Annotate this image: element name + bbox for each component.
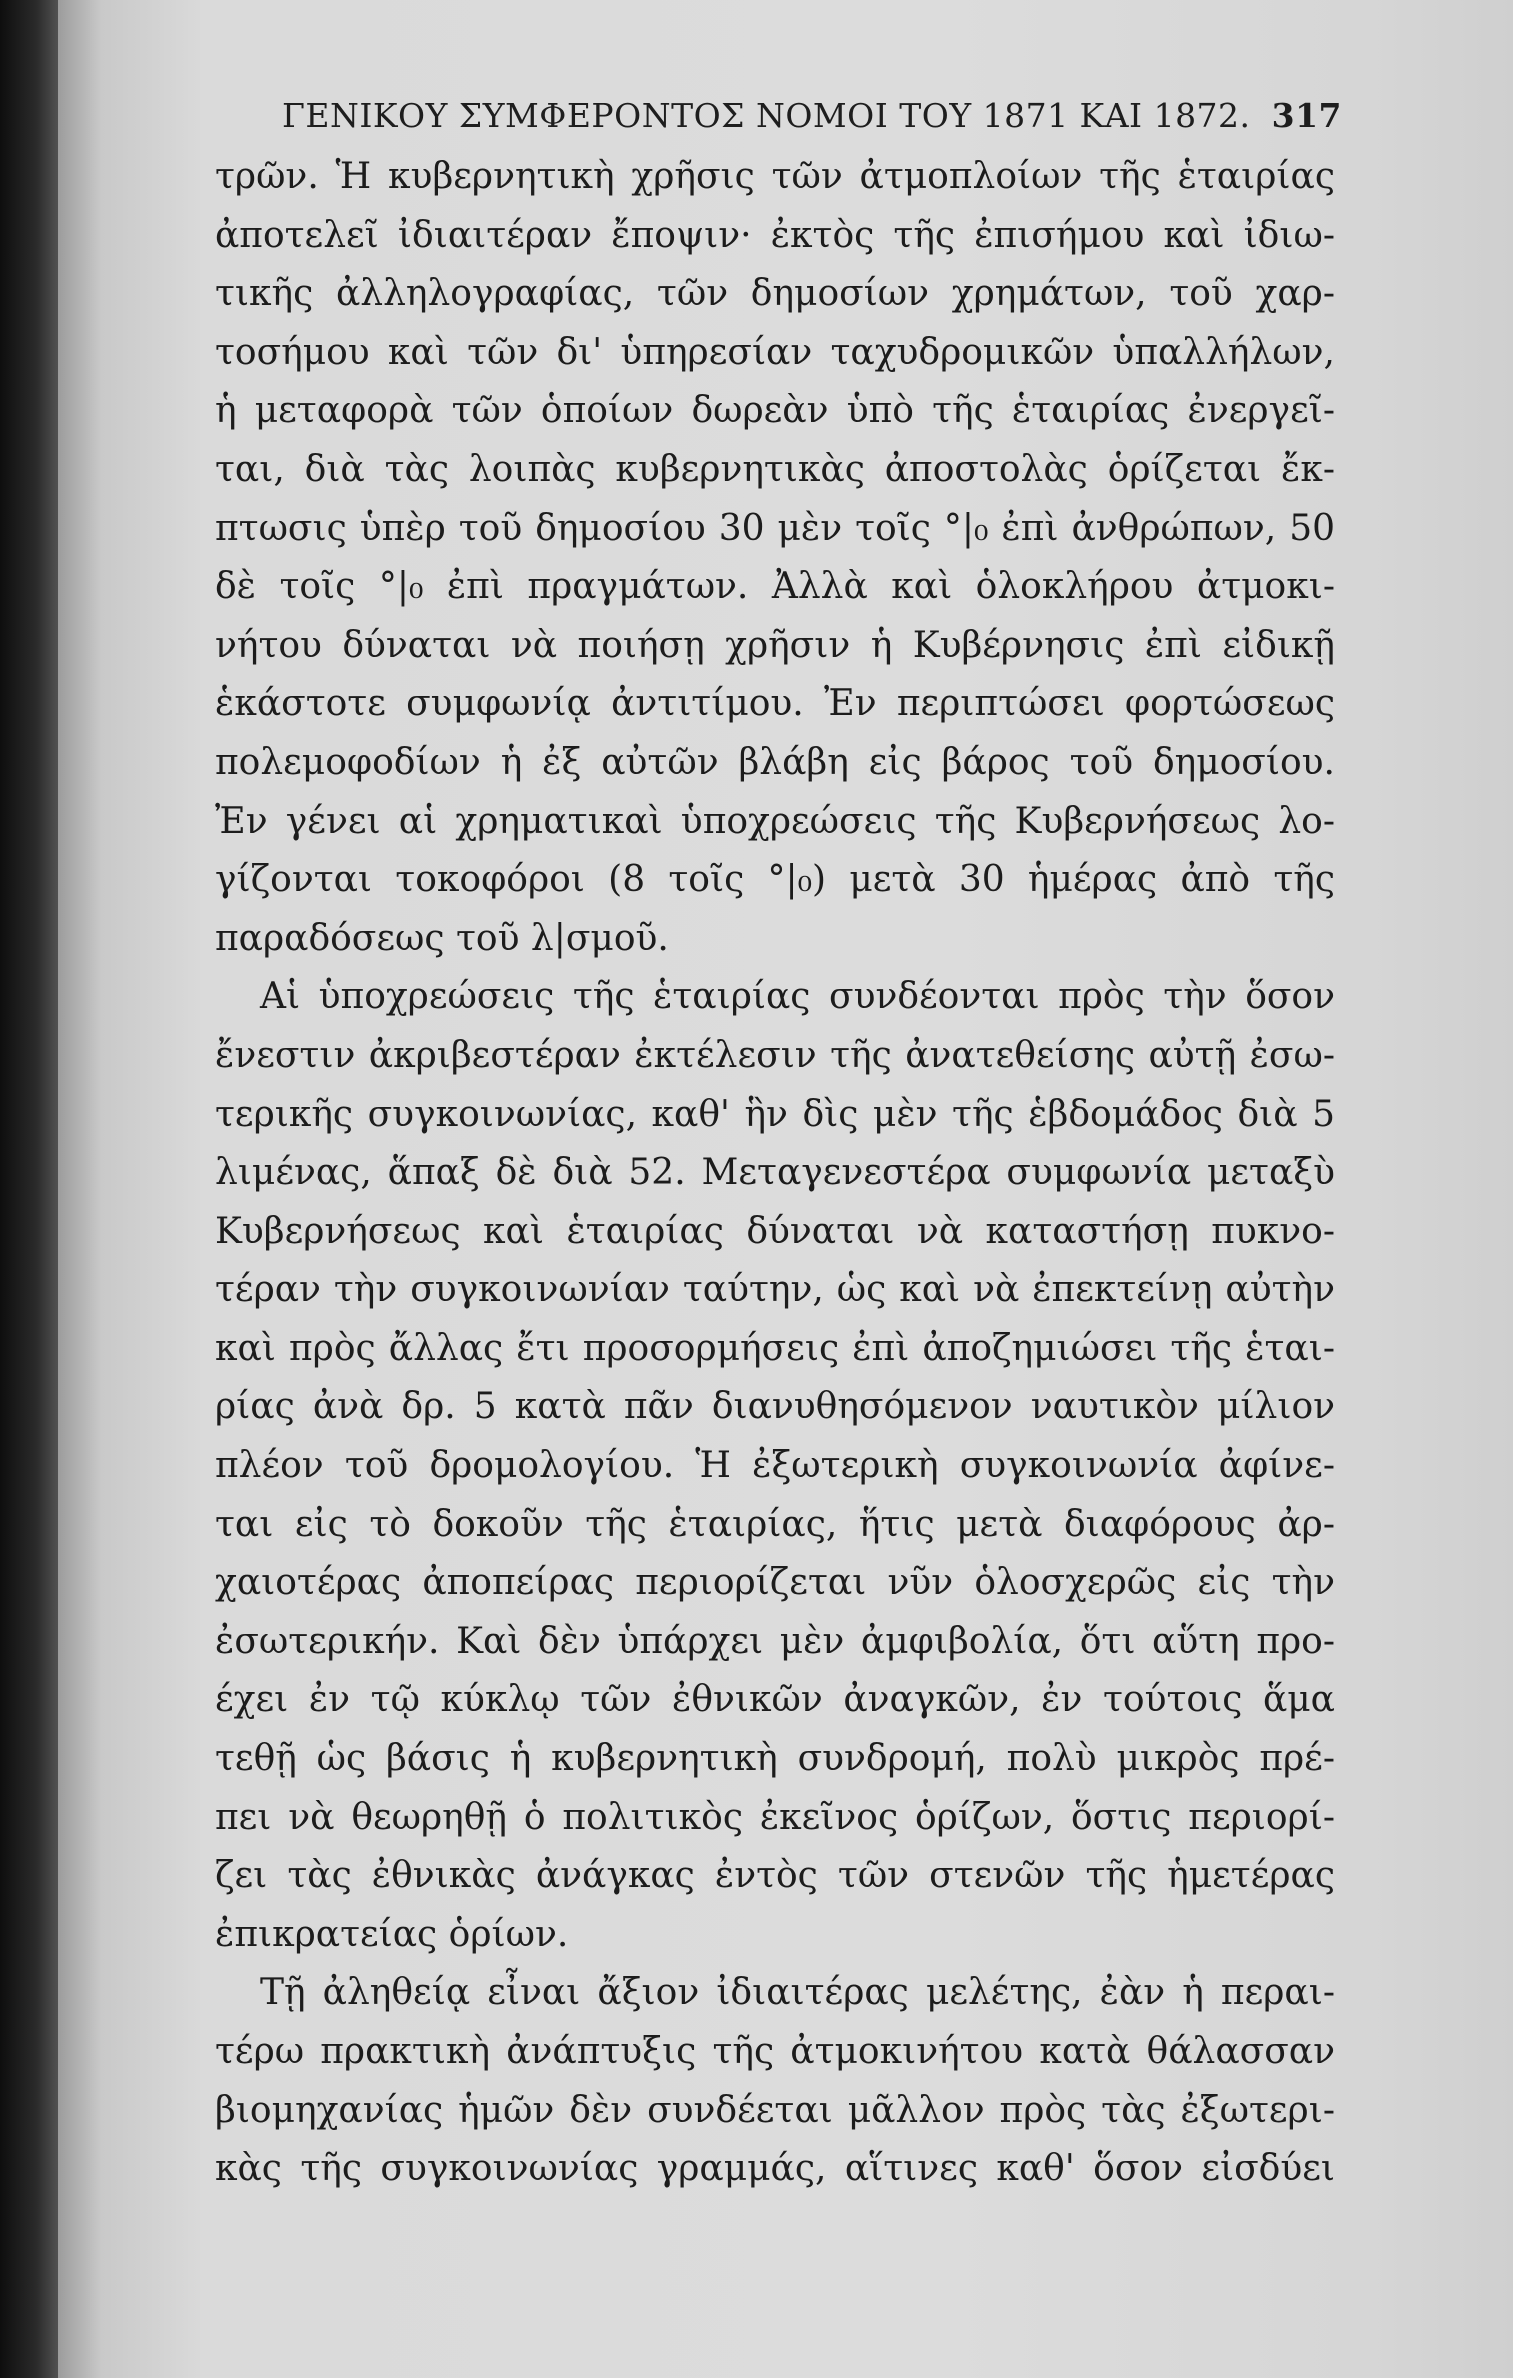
text-line-paragraph-start: Τῇ ἀληθείᾳ εἶναι ἄξιον ἰδιαιτέρας μελέτης, ἐὰν ἡ περαι- <box>260 1972 1335 2014</box>
text-line: ἐσωτερικήν. Καὶ δὲν ὑπάρχει μὲν ἀμφιβολία, ὅτι αὕτη προ- <box>215 1620 1335 1662</box>
text-line: έχει ἐν τῷ κύκλῳ τῶν ἐθνικῶν ἀναγκῶν, ἐν τούτοις ἅμα <box>215 1679 1335 1721</box>
text-line: Κυβερνήσεως καὶ ἑταιρίας δύναται νὰ καταστήσῃ πυκνο- <box>215 1210 1335 1252</box>
text-line: καὶ πρὸς ἄλλας ἔτι προσορμήσεις ἐπὶ ἀποζημιώσει τῆς ἑται- <box>215 1327 1335 1369</box>
text-line: χαιοτέρας ἀποπείρας περιορίζεται νῦν ὁλοσχερῶς εἰς τὴν <box>215 1562 1335 1604</box>
text-line: νήτου δύναται νὰ ποιήσῃ χρῆσιν ἡ Κυβέρνησις ἐπὶ εἰδικῇ <box>215 624 1335 666</box>
text-line: ται εἰς τὸ δοκοῦν τῆς ἑταιρίας, ἥτις μετὰ διαφόρους ἀρ- <box>215 1503 1335 1545</box>
text-line: τέρω πρακτικὴ ἀνάπτυξις τῆς ἀτμοκινήτου κατὰ θάλασσαν <box>215 2031 1335 2072</box>
text-line: κὰς τῆς συγκοινωνίας γραμμάς, αἵτινες καθ' ὅσον εἰσδύει <box>215 2148 1335 2190</box>
text-line: πτωσις ὑπὲρ τοῦ δημοσίου 30 μὲν τοῖς °|₀ ἐπὶ ἀνθρώπων, 50 <box>215 507 1335 549</box>
text-line-paragraph-end: παραδόσεως τοῦ λ|σμοῦ. <box>215 917 669 959</box>
text-line: τοσήμου καὶ τῶν δι' ὑπηρεσίαν ταχυδρομικῶν ὑπαλλήλων, <box>215 331 1335 373</box>
text-line: πλέον τοῦ δρομολογίου. Ἡ ἐξωτερικὴ συγκοινωνία ἀφίνε- <box>215 1445 1335 1487</box>
text-line: δὲ τοῖς °|₀ ἐπὶ πραγμάτων. Ἀλλὰ καὶ ὁλοκλήρου ἀτμοκι- <box>215 566 1335 608</box>
text-line: Ἐν γένει αἱ χρηματικαὶ ὑποχρεώσεις τῆς Κυβερνήσεως λο- <box>215 800 1335 842</box>
page-number: 317 <box>1271 96 1342 135</box>
text-line: τικῆς ἀλληλογραφίας, τῶν δημοσίων χρημάτων, τοῦ χαρ- <box>215 273 1335 315</box>
text-line: ἀποτελεῖ ἰδιαιτέραν ἔποψιν· ἐκτὸς τῆς ἐπισήμου καὶ ἰδιω- <box>215 214 1335 256</box>
text-line-paragraph-end: ἐπικρατείας ὁρίων. <box>215 1913 569 1955</box>
text-line: ἔνεστιν ἀκριβεστέραν ἐκτέλεσιν τῆς ἀνατεθείσης αὐτῇ ἐσω- <box>215 1034 1335 1076</box>
text-line-paragraph-start: Αἱ ὑποχρεώσεις τῆς ἑταιρίας συνδέονται πρὸς τὴν ὅσον <box>260 976 1335 1018</box>
text-line: ρίας ἀνὰ δρ. 5 κατὰ πᾶν διανυθησόμενον ναυτικὸν μίλιον <box>215 1386 1335 1428</box>
running-head <box>282 96 1342 135</box>
text-line: ἑκάστοτε συμφωνίᾳ ἀντιτίμου. Ἐν περιπτώσει φορτώσεως <box>215 683 1335 725</box>
text-line: ζει τὰς ἐθνικὰς ἀνάγκας ἐντὸς τῶν στενῶν τῆς ἡμετέρας <box>215 1855 1335 1897</box>
text-line: τέραν τὴν συγκοινωνίαν ταύτην, ὡς καὶ νὰ ἐπεκτείνῃ αὐτὴν <box>215 1269 1335 1311</box>
text-line: λιμένας, ἅπαξ δὲ διὰ 52. Μεταγενεστέρα συμφωνία μεταξὺ <box>215 1152 1335 1194</box>
running-head-title: ΓΕΝΙΚΟΥ ΣΥΜΦΕΡΟΝΤΟΣ ΝΟΜΟΙ ΤΟΥ 1871 ΚΑΙ 1872. <box>282 96 1251 135</box>
text-line: ἡ μεταφορὰ τῶν ὁποίων δωρεὰν ὑπὸ τῆς ἑταιρίας ἐνεργεῖ- <box>215 390 1335 432</box>
text-line: ται, διὰ τὰς λοιπὰς κυβερνητικὰς ἀποστολὰς ὁρίζεται ἔκ- <box>215 448 1335 490</box>
text-line: πει νὰ θεωρηθῇ ὁ πολιτικὸς ἐκεῖνος ὁρίζων, ὅστις περιορί- <box>215 1796 1335 1838</box>
text-line: τεθῇ ὡς βάσις ἡ κυβερνητικὴ συνδρομή, πολὺ μικρὸς πρέ- <box>215 1738 1335 1780</box>
text-line: τρῶν. Ἡ κυβερνητικὴ χρῆσις τῶν ἀτμοπλοίων τῆς ἑταιρίας <box>215 156 1335 197</box>
text-line: γίζονται τοκοφόροι (8 τοῖς °|₀) μετὰ 30 ἡμέρας ἀπὸ τῆς <box>215 859 1335 901</box>
text-line: πολεμοφοδίων ἡ ἐξ αὐτῶν βλάβη εἰς βάρος τοῦ δημοσίου. <box>215 741 1335 783</box>
text-line: τερικῆς συγκοινωνίας, καθ' ἣν δὶς μὲν τῆς ἑβδομάδος διὰ 5 <box>215 1093 1335 1135</box>
binding-gutter <box>0 0 60 2378</box>
body-text <box>215 148 1335 2199</box>
text-line: βιομηχανίας ἡμῶν δὲν συνδέεται μᾶλλον πρὸς τὰς ἐξωτερι- <box>215 2089 1335 2131</box>
